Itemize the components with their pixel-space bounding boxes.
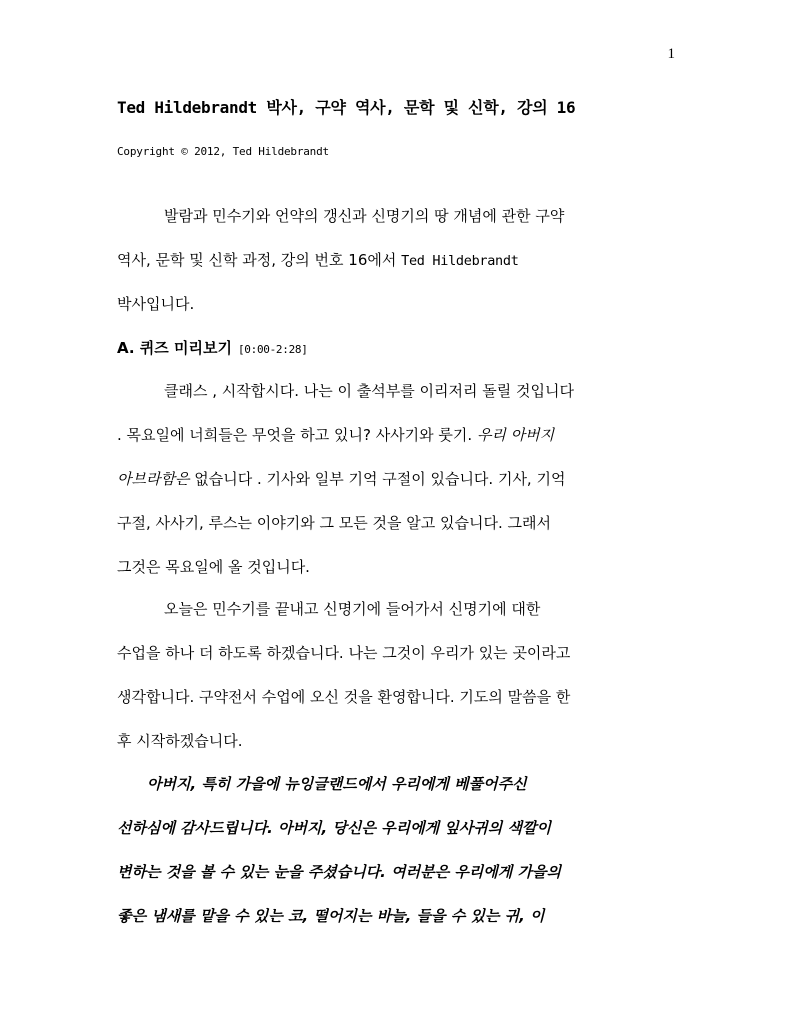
paragraph-1-line-5: 그것은 목요일에 올 것입니다. <box>117 558 310 576</box>
paragraph-1-line-2-italic: 우리 아버지 <box>476 426 555 444</box>
intro-line-2-text: 역사, 문학 및 신학 과정, 강의 번호 16에서 <box>117 251 402 269</box>
intro-author-name: Ted Hildebrandt <box>401 253 519 269</box>
intro-line-2 <box>117 248 519 274</box>
intro-line-1: 발람과 민수기와 언약의 갱신과 신명기의 땅 개념에 관한 구약 <box>164 207 565 225</box>
paragraph-1-line-2-text: . 목요일에 너희들은 무엇을 하고 있니? 사사기와 룻기. <box>117 426 477 444</box>
prayer-line-2: 선하심에 감사드립니다. 아버지, 당신은 우리에게 잎사귀의 색깔이 <box>117 819 551 837</box>
paragraph-1-line-3 <box>117 467 565 492</box>
paragraph-1-line-1: 클래스 , 시작합시다. 나는 이 출석부를 이리저리 돌릴 것입니다 <box>164 382 574 400</box>
paragraph-2-line-2: 수업을 하나 더 하도록 하겠습니다. 나는 그것이 우리가 있는 곳이라고 <box>117 644 571 662</box>
paragraph-2-line-4: 후 시작하겠습니다. <box>117 732 243 750</box>
paragraph-1-line-3-italic: 아브라함은 <box>117 470 190 488</box>
intro-line-3: 박사입니다. <box>117 295 195 313</box>
copyright-notice: Copyright © 2012, Ted Hildebrandt <box>117 145 329 158</box>
document-title: Ted Hildebrandt 박사, 구약 역사, 문학 및 신학, 강의 16 <box>117 98 576 117</box>
prayer-line-4: 좋은 냄새를 맡을 수 있는 코, 떨어지는 바늘, 들을 수 있는 귀, 이 <box>117 907 545 925</box>
section-timestamp: [0:00-2:28] <box>237 343 308 356</box>
paragraph-1-line-2 <box>117 423 554 448</box>
prayer-line-3: 변하는 것을 볼 수 있는 눈을 주셨습니다. 여러분은 우리에게 가을의 <box>117 863 561 881</box>
prayer-line-1: 아버지, 특히 가을에 뉴잉글랜드에서 우리에게 베풀어주신 <box>147 775 527 793</box>
paragraph-2-line-1: 오늘은 민수기를 끝내고 신명기에 들어가서 신명기에 대한 <box>164 600 541 618</box>
paragraph-2-line-3: 생각합니다. 구약전서 수업에 오신 것을 환영합니다. 기도의 말씀을 한 <box>117 688 571 706</box>
paragraph-1-line-3-text: 없습니다 . 기사와 일부 기억 구절이 있습니다. 기사, 기억 <box>189 470 566 488</box>
page-number: 1 <box>667 46 675 62</box>
section-heading-label: A. 퀴즈 미리보기 <box>117 339 232 357</box>
section-heading-line <box>117 336 308 362</box>
paragraph-1-line-4: 구절, 사사기, 루스는 이야기와 그 모든 것을 알고 있습니다. 그래서 <box>117 514 551 532</box>
